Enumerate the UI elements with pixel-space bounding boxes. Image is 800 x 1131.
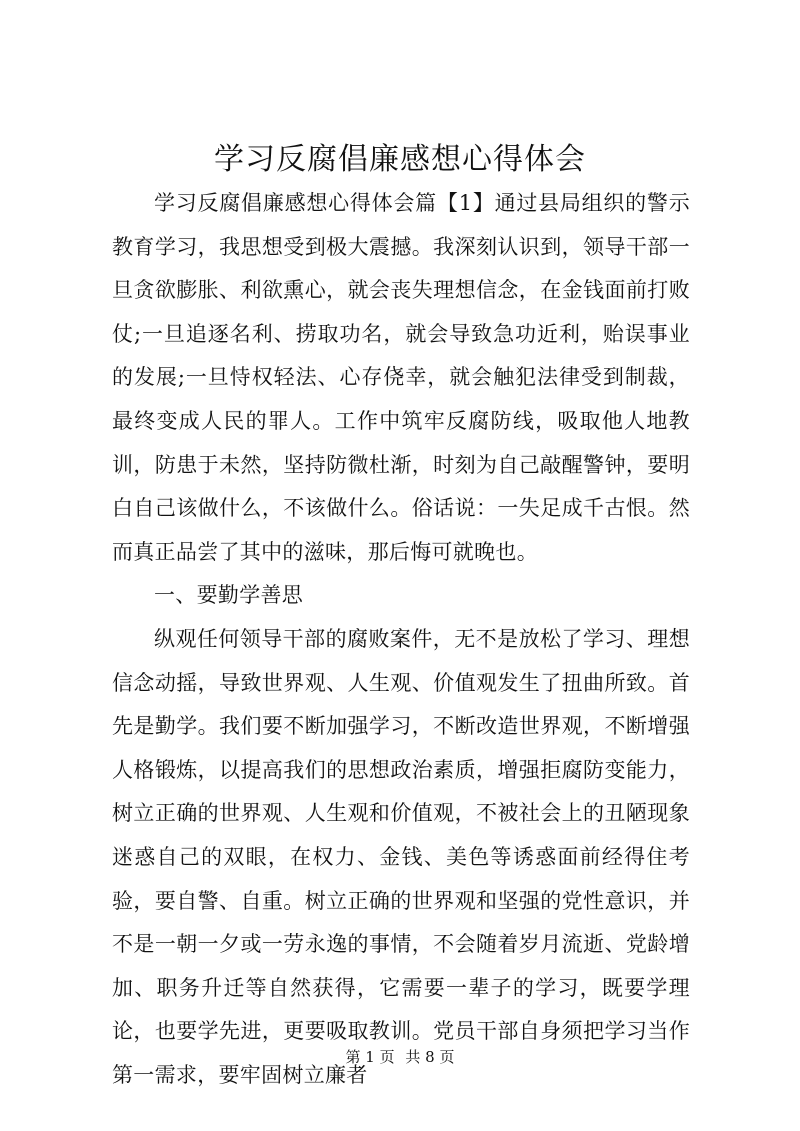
section-heading: 一、要勤学善思	[154, 583, 304, 608]
page-footer	[0, 1047, 800, 1067]
paragraph-study: 纵观任何领导干部的腐败案件，无不是放松了学习、理想信念动摇，导致世界观、人生观、价值观发生了扭曲所致。首先是勤学。我们要不断加强学习，不断改造世界观，不断增强人格锻炼，以提高我们的思想政治素质，增强拒腐防变能力，树立正确的世界观、人生观和价值观，不被社会上的丑陋现象迷惑自己的双眼，在权力、金钱、美色等诱惑面前经得住考验，要自警、自重。树立正确的世界观和坚强的党性意识，并不是一朝一夕或一劳永逸的事情，不会随着岁月流逝、党龄增加、职务升迁等自然获得，它需要一辈子的学习，既要学理论，也要学先进，更要吸取教训。党员干部自身须把学习当作第一需求，要牢固树立廉者	[112, 626, 690, 1087]
document-title: 学习反腐倡廉感想心得体会	[214, 142, 586, 177]
page-total: 共 8 页	[405, 1048, 455, 1066]
paragraph-intro: 学习反腐倡廉感想心得体会篇【1】通过县局组织的警示教育学习，我思想受到极大震撼。我深刻认识到，领导干部一旦贪欲膨胀、利欲熏心，就会丧失理想信念，在金钱面前打败仗;一旦追逐名利、捞取功名，就会导致急功近利，贻误事业的发展;一旦恃权轻法、心存侥幸，就会触犯法律受到制裁，最终变成人民的罪人。工作中筑牢反腐防线，吸取他人地教训，防患于未然，坚持防微杜渐，时刻为自己敲醒警钟，要明白自己该做什么，不该做什么。俗话说：一失足成千古恨。然而真正品尝了其中的滋味，那后悔可就晚也。	[112, 191, 690, 564]
document-body	[112, 182, 690, 1097]
page-number: 第 1 页	[345, 1048, 395, 1066]
